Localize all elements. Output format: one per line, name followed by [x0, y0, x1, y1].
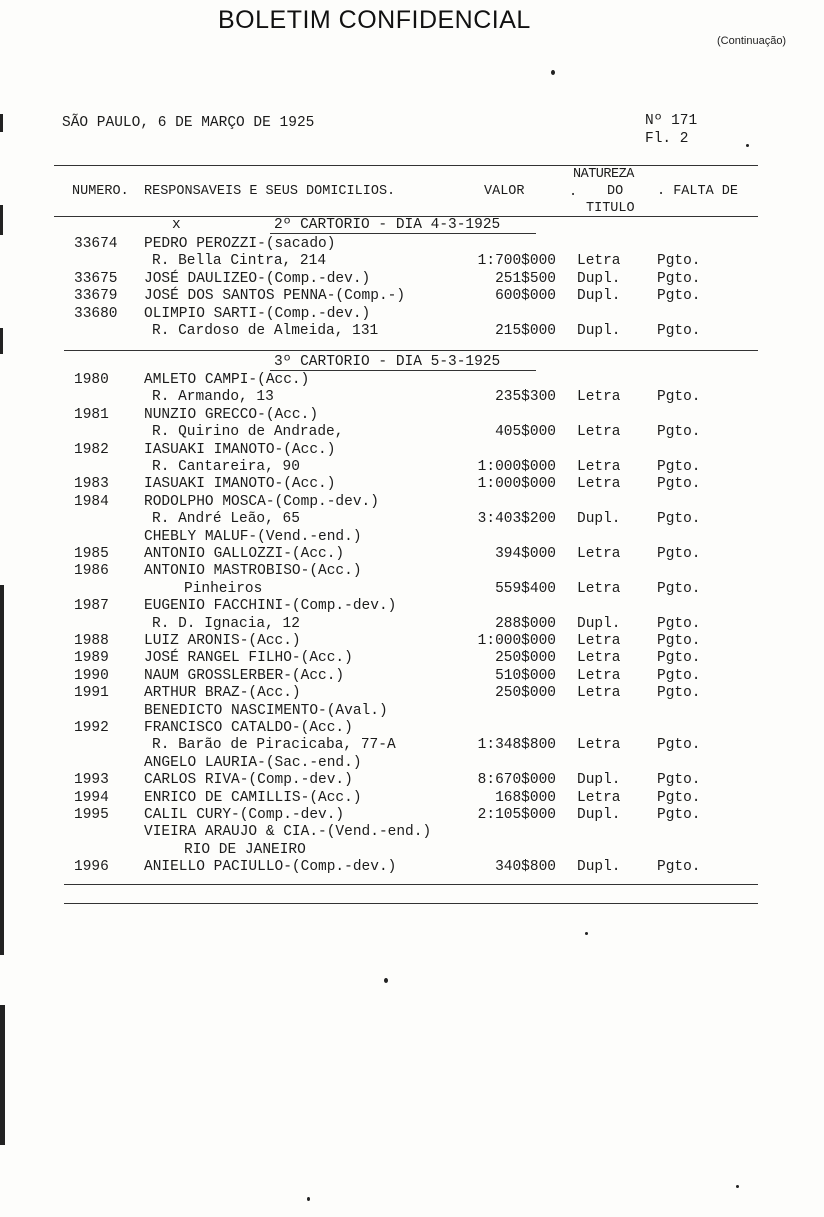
entry-falta: Pgto.: [657, 511, 701, 528]
sheet-number: Fl. 2: [645, 131, 689, 147]
entry-name: ANIELLO PACIULLO-(Comp.-dev.): [144, 859, 397, 876]
entry-name: JOSÉ RANGEL FILHO-(Acc.): [144, 650, 353, 667]
table-row: [0, 253, 824, 270]
scan-speck: [736, 1185, 739, 1188]
entry-falta: Pgto.: [657, 288, 701, 305]
entry-natureza: Letra: [577, 253, 621, 270]
entry-number: 1993: [74, 772, 109, 789]
entry-valor: 510$000: [495, 667, 556, 684]
table-row: [0, 720, 824, 737]
entry-falta: Pgto.: [657, 650, 701, 667]
scan-speck: [384, 978, 388, 983]
bulletin-number: Nº 171: [645, 113, 698, 129]
entry-number: 1995: [74, 807, 109, 823]
entry-name: IASUAKI IMANOTO-(Acc.): [144, 476, 336, 493]
entry-valor: 394$000: [495, 546, 556, 562]
entry-number: 33680: [74, 305, 118, 322]
entry-name: BENEDICTO NASCIMENTO-(Aval.): [144, 702, 388, 719]
entry-natureza: Letra: [577, 546, 621, 562]
entry-number: 1983: [74, 476, 109, 493]
col-falta: . FALTA DE: [657, 184, 739, 199]
table-row: [0, 859, 824, 876]
entry-number: 1989: [74, 650, 109, 667]
table-row: [0, 389, 824, 406]
section-title-underline: [270, 233, 536, 234]
entry-name: RODOLPHO MOSCA-(Comp.-dev.): [144, 493, 379, 510]
entry-valor: 168$000: [495, 789, 556, 806]
entry-natureza: Dupl.: [577, 859, 621, 876]
entry-name: ENRICO DE CAMILLIS-(Acc.): [144, 789, 362, 806]
document-title: BOLETIM CONFIDENCIAL: [218, 6, 531, 34]
entry-number: 1994: [74, 789, 109, 806]
scan-edge-mark: [0, 1005, 5, 1145]
entry-valor: 1:000$000: [477, 633, 556, 649]
entry-name: PEDRO PEROZZI-(sacado): [144, 236, 336, 252]
entry-name: CALIL CURY-(Comp.-dev.): [144, 807, 345, 823]
entry-falta: Pgto.: [657, 615, 701, 632]
section-title-underline: [270, 370, 536, 371]
table-row: [0, 306, 824, 323]
entry-natureza: Letra: [577, 789, 621, 806]
table-row: [0, 703, 824, 720]
entry-address: Pinheiros: [184, 580, 263, 597]
table-row: [0, 236, 824, 253]
entry-number: 33675: [74, 270, 118, 287]
scan-speck: [746, 144, 749, 147]
entry-natureza: Letra: [577, 389, 621, 406]
entry-natureza: Letra: [577, 667, 621, 684]
entry-natureza: Letra: [577, 580, 621, 597]
scan-edge-mark: [0, 585, 4, 955]
entry-name: NAUM GROSSLERBER-(Acc.): [144, 667, 345, 684]
scan-speck: [585, 932, 588, 935]
entry-name: EUGENIO FACCHINI-(Comp.-dev.): [144, 598, 397, 615]
entry-address: R. Cardoso de Almeida, 131: [152, 323, 379, 339]
table-row: [0, 323, 824, 340]
table-row: [0, 842, 824, 859]
entry-natureza: Letra: [577, 685, 621, 702]
entry-natureza: Letra: [577, 650, 621, 667]
entry-number: 1981: [74, 406, 109, 423]
entry-name: ANGELO LAURIA-(Sac.-end.): [144, 754, 362, 771]
scan-speck: [551, 70, 555, 75]
entry-valor: 600$000: [495, 288, 556, 305]
entry-valor: 559$400: [495, 580, 556, 597]
entry-valor: 2:105$000: [477, 807, 556, 823]
entry-name: CHEBLY MALUF-(Vend.-end.): [144, 528, 362, 545]
entry-valor: 1:700$000: [477, 253, 556, 270]
entry-falta: Pgto.: [657, 807, 701, 823]
entry-falta: Pgto.: [657, 323, 701, 339]
entry-falta: Pgto.: [657, 737, 701, 754]
entry-valor: 1:000$000: [477, 459, 556, 475]
entry-falta: Pgto.: [657, 253, 701, 270]
entry-falta: Pgto.: [657, 859, 701, 876]
table-row: [0, 529, 824, 546]
entry-valor: 288$000: [495, 615, 556, 632]
table-row: [0, 459, 824, 476]
entry-falta: Pgto.: [657, 580, 701, 597]
entry-name: OLIMPIO SARTI-(Comp.-dev.): [144, 305, 371, 322]
entry-number: 1992: [74, 720, 109, 736]
entry-name: ANTONIO MASTROBISO-(Acc.): [144, 563, 362, 580]
entry-address: R. D. Ignacia, 12: [152, 615, 300, 632]
entry-falta: Pgto.: [657, 459, 701, 475]
entry-falta: Pgto.: [657, 389, 701, 406]
place-date: SÃO PAULO, 6 DE MARÇO DE 1925: [62, 115, 315, 131]
entry-valor: 3:403$200: [477, 511, 556, 528]
entry-natureza: Letra: [577, 476, 621, 493]
entry-number: 1988: [74, 633, 109, 649]
entry-name: VIEIRA ARAUJO & CIA.-(Vend.-end.): [144, 824, 432, 841]
table-row: [0, 668, 824, 685]
entry-natureza: Letra: [577, 459, 621, 475]
entry-number: 1990: [74, 667, 109, 684]
scan-edge-mark: [0, 205, 3, 235]
entry-natureza: Dupl.: [577, 511, 621, 528]
entry-name: LUIZ ARONIS-(Acc.): [144, 633, 301, 649]
table-row: [0, 685, 824, 702]
table-row: [0, 442, 824, 459]
table-row: [0, 546, 824, 563]
entry-natureza: Letra: [577, 737, 621, 754]
entry-name: JOSÉ DOS SANTOS PENNA-(Comp.-): [144, 288, 406, 305]
entry-number: 1996: [74, 859, 109, 876]
entry-valor: 1:000$000: [477, 476, 556, 493]
entry-valor: 250$000: [495, 650, 556, 667]
footer-rule-2: [64, 903, 758, 904]
table-row: [0, 824, 824, 841]
entry-falta: Pgto.: [657, 789, 701, 806]
entry-name: IASUAKI IMANOTO-(Acc.): [144, 441, 336, 458]
entry-valor: 1:348$800: [477, 737, 556, 754]
table-row: [0, 581, 824, 598]
entry-address: RIO DE JANEIRO: [184, 841, 306, 858]
entry-falta: Pgto.: [657, 476, 701, 493]
table-row: [0, 407, 824, 424]
entry-natureza: Dupl.: [577, 288, 621, 305]
table-row: [0, 598, 824, 615]
entry-name: ANTONIO GALLOZZI-(Acc.): [144, 546, 345, 562]
col-natureza-line1: NATUREZA: [573, 167, 634, 182]
table-row: [0, 476, 824, 493]
entry-natureza: Dupl.: [577, 615, 621, 632]
table-row: [0, 633, 824, 650]
entry-valor: 215$000: [495, 323, 556, 339]
entry-falta: Pgto.: [657, 424, 701, 441]
entry-number: 1986: [74, 563, 109, 580]
entry-address: R. André Leão, 65: [152, 511, 300, 528]
footer-rule-1: [64, 884, 758, 885]
col-valor: VALOR: [484, 184, 525, 199]
table-row: [0, 494, 824, 511]
table-row: [0, 616, 824, 633]
entry-natureza: Dupl.: [577, 772, 621, 789]
entry-number: 1991: [74, 685, 109, 702]
entry-falta: Pgto.: [657, 546, 701, 562]
table-row: [0, 755, 824, 772]
entry-valor: 8:670$000: [477, 772, 556, 789]
entry-address: R. Quirino de Andrade,: [152, 424, 344, 441]
scan-edge-mark: [0, 114, 3, 132]
entry-number: 33679: [74, 288, 118, 305]
entry-name: JOSÉ DAULIZEO-(Comp.-dev.): [144, 270, 371, 287]
col-natureza-line3: TITULO: [586, 201, 635, 216]
entry-number: 1980: [74, 372, 109, 388]
entry-valor: 340$800: [495, 859, 556, 876]
entry-name: CARLOS RIVA-(Comp.-dev.): [144, 772, 353, 789]
col-natureza-line2: DO: [607, 184, 624, 199]
table-row: [0, 511, 824, 528]
table-row: [0, 807, 824, 824]
entry-address: R. Bella Cintra, 214: [152, 253, 327, 270]
entry-name: NUNZIO GRECCO-(Acc.): [144, 406, 319, 423]
entry-valor: 250$000: [495, 685, 556, 702]
entry-falta: Pgto.: [657, 685, 701, 702]
continuation-note: (Continuação): [717, 35, 787, 47]
entry-name: ARTHUR BRAZ-(Acc.): [144, 685, 301, 702]
entry-number: 1985: [74, 546, 109, 562]
table-row: [0, 271, 824, 288]
entry-natureza: Dupl.: [577, 807, 621, 823]
table-row: [0, 563, 824, 580]
table-row: [0, 288, 824, 305]
entry-falta: Pgto.: [657, 667, 701, 684]
entry-natureza: Dupl.: [577, 323, 621, 339]
col-natureza-dot: .: [569, 185, 578, 200]
entry-address: R. Armando, 13: [152, 389, 274, 406]
scan-edge-mark: [0, 328, 3, 354]
entry-number: 1982: [74, 441, 109, 458]
table-row: [0, 650, 824, 667]
entry-number: 1987: [74, 598, 109, 615]
col-responsaveis: RESPONSAVEIS E SEUS DOMICILIOS.: [144, 184, 396, 199]
entry-address: R. Barão de Piracicaba, 77-A: [152, 737, 396, 754]
section-marker: x: [172, 217, 181, 233]
entry-name: AMLETO CAMPI-(Acc.): [144, 372, 310, 388]
entry-falta: Pgto.: [657, 772, 701, 789]
header-top-rule: [54, 165, 758, 166]
table-row: [0, 772, 824, 789]
section-divider: [64, 350, 758, 351]
entry-valor: 251$500: [495, 270, 556, 287]
entry-valor: 405$000: [495, 424, 556, 441]
entry-falta: Pgto.: [657, 270, 701, 287]
entry-number: 1984: [74, 493, 109, 510]
table-row: [0, 790, 824, 807]
entry-valor: 235$300: [495, 389, 556, 406]
entry-number: 33674: [74, 236, 118, 252]
section-title-3-cartorio: 3º CARTORIO - DIA 5-3-1925: [274, 354, 501, 370]
entry-natureza: Letra: [577, 633, 621, 649]
section-title-2-cartorio: 2º CARTORIO - DIA 4-3-1925: [274, 217, 501, 233]
col-numero: NUMERO.: [72, 184, 129, 199]
table-row: [0, 372, 824, 389]
table-row: [0, 424, 824, 441]
table-row: [0, 737, 824, 754]
entry-falta: Pgto.: [657, 633, 701, 649]
entry-natureza: Dupl.: [577, 270, 621, 287]
entry-natureza: Letra: [577, 424, 621, 441]
entry-address: R. Cantareira, 90: [152, 459, 300, 475]
entry-name: FRANCISCO CATALDO-(Acc.): [144, 720, 353, 736]
scan-speck: [307, 1197, 310, 1201]
